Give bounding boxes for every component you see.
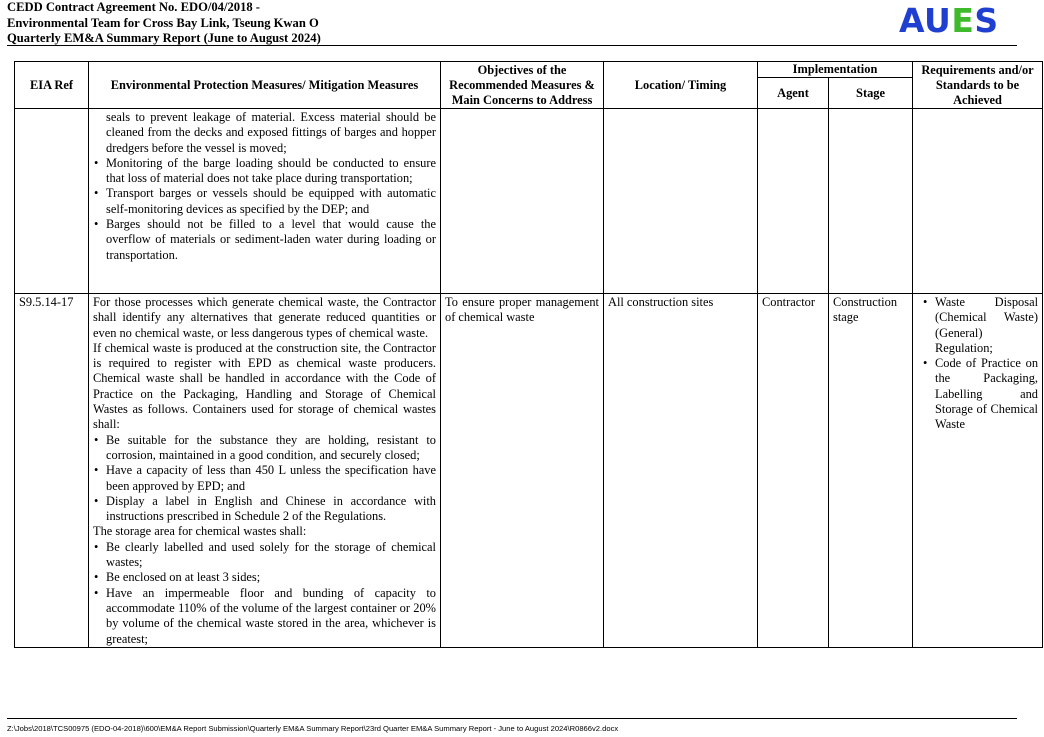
header-team-line: Environmental Team for Cross Bay Link, Tseung Kwan O [7, 15, 319, 30]
measures-cell [89, 294, 441, 648]
bullet-list [917, 295, 1038, 433]
paragraph: If chemical waste is produced at the construction site, the Contractor is required to register with EPD as chemical waste producers. Chemical waste shall be handled in accordance with the Code of Practice on the Packaging, Handling and Storage of Chemical Wastes as follows. Containers used for storage of chemical wastes shall: [93, 340, 436, 432]
table-row [15, 294, 1043, 648]
list-item: • Display a label in English and Chinese in accordance with instructions prescribed in Schedule 2 of the Regulations. [106, 494, 436, 525]
list-item: • Monitoring of the barge loading should be conducted to ensure that loss of material does not take place during transportation; [106, 156, 436, 187]
eia-ref-cell: S9.5.14-17 [15, 294, 89, 648]
mitigation-measures-table [14, 61, 1043, 648]
report-header [7, 0, 321, 47]
aues-logo: AUES [899, 1, 999, 40]
measures-cell [89, 109, 441, 294]
bullet-list [93, 110, 436, 263]
objective-cell: To ensure proper management of chemical waste [441, 294, 604, 648]
requirements-cell [913, 294, 1043, 648]
list-item: • Waste Disposal (Chemical Waste) (General) Regulation; [935, 295, 1038, 356]
col-objectives: Objectives of the Recommended Measures & Main Concerns to Address [441, 62, 604, 109]
paragraph: For those processes which generate chemical waste, the Contractor shall identify any alternatives that generate reduced quantities or even no chemical waste, or less dangerous types of chemical waste. [93, 295, 436, 340]
footer-file-path: Z:\Jobs\2018\TCS00975 (EDO-04-2018)\600\EM&A Report Submission\Quarterly EM&A Summary Report\23rd Quarter EM&A Summary Report - June to August 2024\R0866v2.docx [7, 724, 619, 733]
col-agent: Agent [758, 78, 829, 109]
list-item: • Be enclosed on at least 3 sides; [106, 570, 436, 585]
col-implementation: Implementation [758, 62, 913, 78]
col-eia-ref: EIA Ref [15, 62, 89, 109]
header-report-line: Quarterly EM&A Summary Report (June to August 2024) [7, 31, 321, 45]
stage-cell: Construction stage [829, 294, 913, 648]
bullet-list [93, 540, 436, 647]
list-item: • Have an impermeable floor and bunding of capacity to accommodate 110% of the volume of the largest container or 20% by volume of the chemical waste stored in the area, whichever is greatest; [106, 586, 436, 647]
list-item: • Code of Practice on the Packaging, Labelling and Storage of Chemical Waste [935, 356, 1038, 432]
list-item: • Barges should not be filled to a level that would cause the overflow of materials or sediment-laden water during loading or transportation. [106, 217, 436, 263]
footer-divider [7, 718, 1017, 719]
col-measures: Environmental Protection Measures/ Mitigation Measures [89, 62, 441, 109]
agent-cell: Contractor [758, 294, 829, 648]
list-item: • Have a capacity of less than 450 L unless the specification have been approved by EPD; and [106, 463, 436, 494]
list-item: • Be suitable for the substance they are holding, resistant to corrosion, maintained in a good condition, and securely closed; [106, 433, 436, 464]
location-cell: All construction sites [604, 294, 758, 648]
list-item: seals to prevent leakage of material. Excess material should be cleaned from the decks and exposed fittings of barges and hopper dredgers before the vessel is moved; [106, 110, 436, 155]
paragraph: The storage area for chemical wastes shall: [93, 524, 307, 539]
col-location: Location/ Timing [604, 62, 758, 109]
col-requirements: Requirements and/or Standards to be Achieved [913, 62, 1043, 109]
table-row [15, 109, 1043, 294]
header-contract-line: CEDD Contract Agreement No. EDO/04/2018 - [7, 0, 261, 14]
col-stage: Stage [829, 78, 913, 109]
header-divider [7, 45, 1017, 46]
list-item: • Be clearly labelled and used solely for the storage of chemical wastes; [106, 540, 436, 571]
list-item: • Transport barges or vessels should be equipped with automatic self-monitoring devices as specified by the DEP; and [106, 186, 436, 217]
bullet-list [93, 433, 436, 525]
